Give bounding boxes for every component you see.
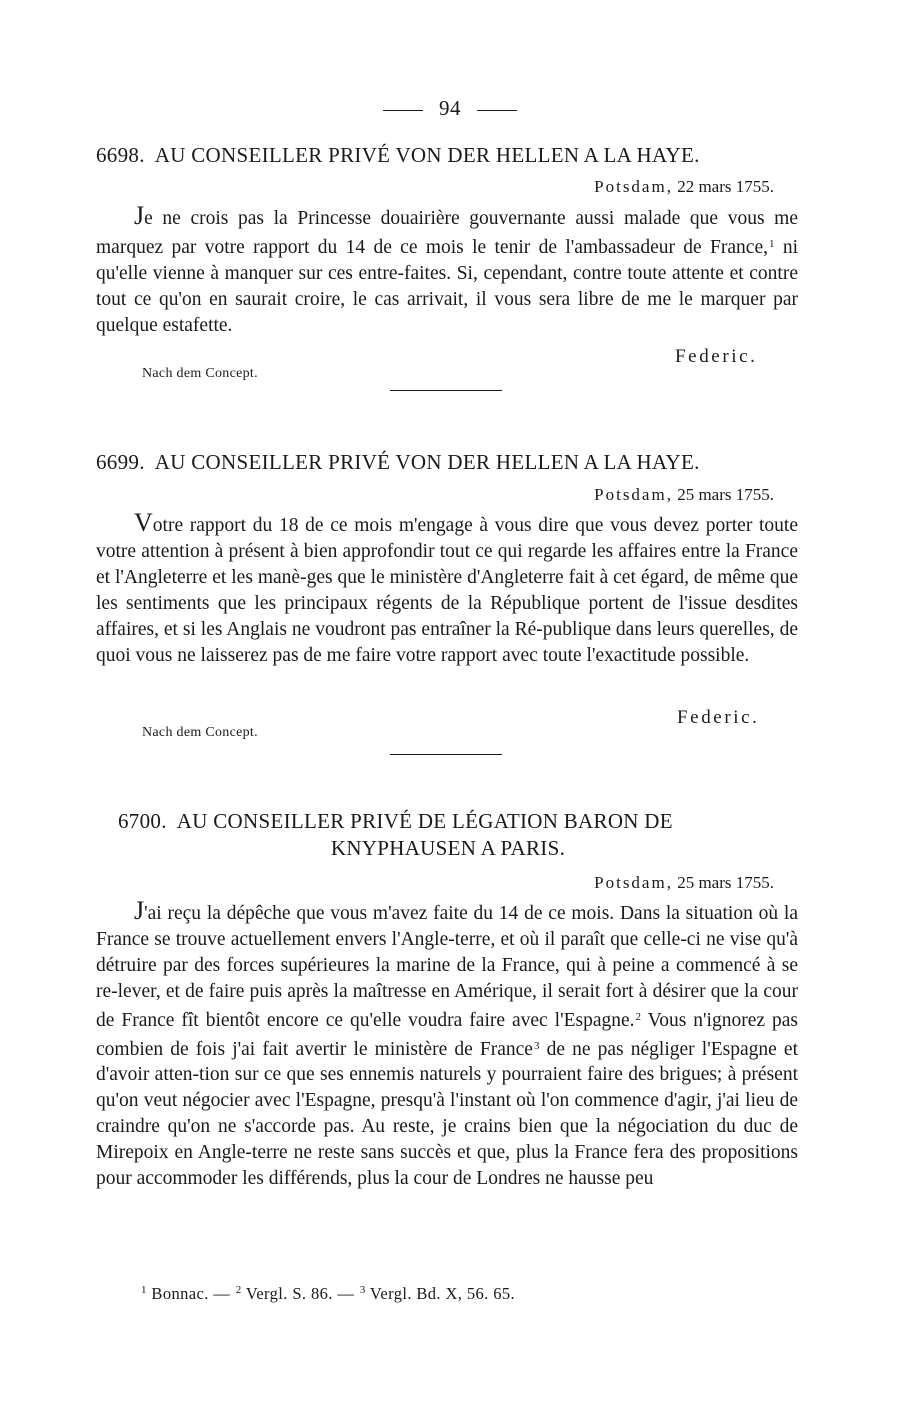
footnote-mark: 1 [141, 1284, 147, 1296]
footnote-text: Bonnac. — [146, 1284, 235, 1303]
dateline-date: 25 mars 1755. [677, 485, 774, 504]
letter-6698-source: Nach dem Concept. [142, 366, 258, 381]
footnote-mark: 3 [533, 1039, 540, 1052]
letter-6699-dateline [594, 485, 774, 505]
letter-6699-heading [96, 450, 800, 475]
footnotes [140, 1284, 515, 1304]
body-text: ni qu'elle vienne à manquer sur ces entre-faites. Si, cependant, contre toute attente et contre tout ce qu'on en saurait croire, le cas arrivait, il vous sera libre de me le marquer par quelque estafette. [96, 236, 798, 336]
initial-letter: V [134, 508, 153, 537]
dateline-date: 22 mars 1755. [677, 177, 774, 196]
letter-6699-body [96, 510, 798, 668]
section-divider [390, 754, 502, 755]
letter-6698-dateline [594, 177, 774, 197]
letter-6700-heading [118, 808, 778, 862]
footnote-mark: 2 [635, 1010, 642, 1023]
letter-6700-dateline [594, 873, 774, 893]
section-divider [390, 390, 502, 391]
letter-number: 6698. [96, 143, 145, 167]
footnote-mark: 3 [359, 1284, 366, 1296]
body-text: de ne pas négliger l'Espagne et d'avoir atten-tion sur ce que ses ennemis naturels y pourraient faire des brigues; à présent qu'on veut négocier avec l'Espagne, presqu'à l'instant où l'on commence d'agir, j'ai lieu de craindre qu'on ne s'accorde pas. Au reste, je crains bien que la négociation du duc de Mirepoix en Angle-terre ne reste sans succès et que, plus la France fera des propositions pour accommoder les différends, plus la cour de Londres ne hausse peu [96, 1038, 798, 1190]
initial-letter: J [134, 896, 145, 925]
letter-6698-body [96, 203, 798, 339]
letter-heading-line2: KNYPHAUSEN A PARIS. [330, 836, 566, 860]
body-text: otre rapport du 18 de ce mois m'engage à vous dire que vous devez porter toute votre attention à présent à bien approfondir tout ce qui regarde les affaires entre la France et l'Angleterre et les manè-ges que le ministère d'Angleterre fait à cet égard, de même que les sentiments que les principaux régents de la République portent de l'issue desdites affaires, et si les Anglais ne voudront pas entraîner la Ré-publique dans leurs querelles, de quoi vous ne laisserez pas de me faire votre rapport avec toute l'exactitude possible. [96, 515, 798, 666]
body-text: e ne crois pas la Princesse douairière gouvernante aussi malade que vous me marquez par votre rapport du 14 de ce mois le tenir de l'ambassadeur de France, [96, 208, 798, 258]
letter-6699-source: Nach dem Concept. [142, 725, 258, 740]
dateline-place: Potsdam, [594, 177, 673, 196]
initial-letter: J [134, 201, 145, 230]
letter-6698-heading [96, 143, 800, 168]
body-text: Vous n'ignorez pas combien de fois j'ai fait avertir le ministère de France [96, 1009, 798, 1060]
letter-number: 6700. [118, 809, 167, 833]
page-number-dash-left [383, 110, 423, 111]
dateline-place: Potsdam, [594, 873, 673, 892]
footnote-mark: 1 [768, 237, 775, 250]
footnote-text: Vergl. S. 86. — [241, 1284, 359, 1303]
dateline-place: Potsdam, [594, 485, 673, 504]
dateline-date: 25 mars 1755. [677, 873, 774, 892]
footnote-text: Vergl. Bd. X, 56. 65. [365, 1284, 516, 1303]
letter-heading-text: AU CONSEILLER PRIVÉ VON DER HELLEN A LA HAYE. [154, 450, 700, 474]
body-text: 'ai reçu la dépêche que vous m'avez faite du 14 de ce mois. Dans la situation où la France se trouve actuellement envers l'Angle-terre, et où il paraît que celle-ci ne vise qu'à détruire par des forces supérieures la marine de la France, qui à peine a commencé à se re-lever, et de faire puis après la maîtresse en Amérique, il serait fort à désirer que la cour de France fît bientôt encore ce qu'elle voudra faire avec l'Espagne. [96, 903, 798, 1031]
letter-heading-text: AU CONSEILLER PRIVÉ VON DER HELLEN A LA HAYE. [154, 143, 700, 167]
letter-6698-signature: Federic. [675, 346, 758, 367]
footnote-mark: 2 [235, 1284, 242, 1296]
letter-6700-body [96, 898, 798, 1192]
letter-6699-signature: Federic. [677, 707, 760, 728]
page-number [0, 96, 900, 121]
page-number-dash-right [477, 110, 517, 111]
letter-heading-text: AU CONSEILLER PRIVÉ DE LÉGATION BARON DE [176, 809, 673, 833]
letter-heading-line1 [118, 808, 778, 835]
letter-number: 6699. [96, 450, 145, 474]
page-number-value: 94 [439, 96, 461, 120]
